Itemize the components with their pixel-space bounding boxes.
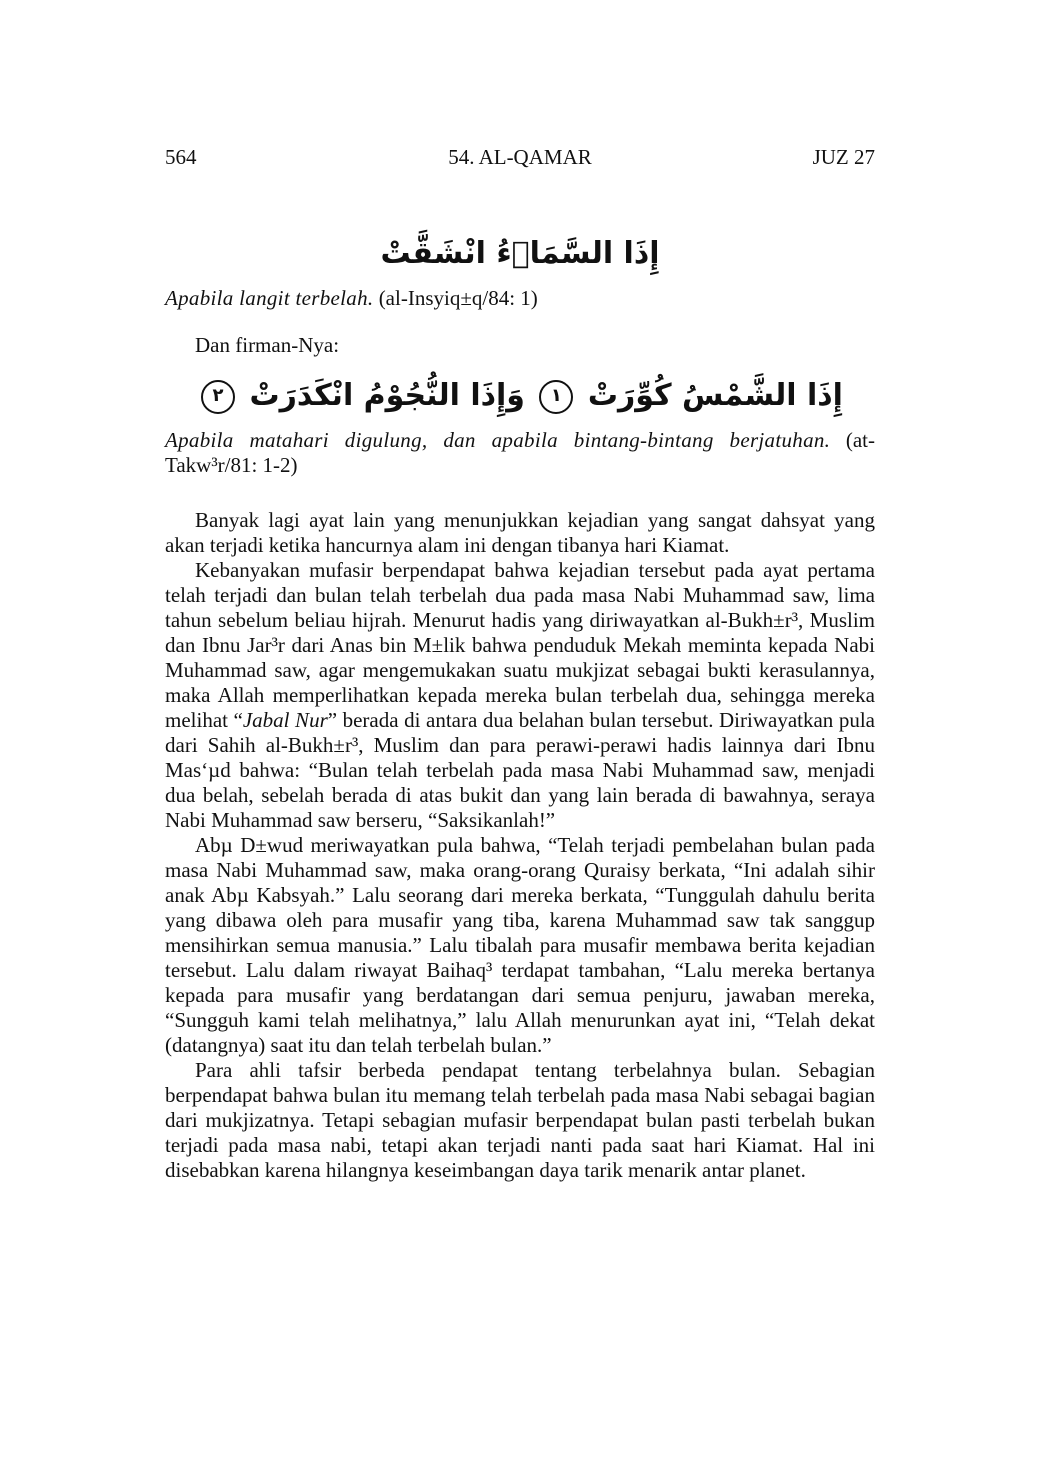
paragraph-2 — [165, 558, 875, 833]
ayah-number-marker: ١ — [539, 380, 573, 414]
paragraph-1: Banyak lagi ayat lain yang menunjukkan kejadian yang sangat dahsyat yang akan terjadi ketika hancurnya alam ini dengan tibanya hari Kiamat. — [165, 508, 875, 557]
arabic-verse-takwir — [165, 372, 875, 420]
running-header — [165, 140, 875, 174]
translation-text: Apabila matahari digulung, dan apabila bintang-bintang berjatuhan. — [165, 428, 831, 452]
paragraph-2-text-a: Kebanyakan mufasir berpendapat bahwa kejadian tersebut pada ayat pertama telah terjadi dan bulan telah terbelah dua pada masa Nabi Muhammad saw, lima tahun sebelum beliau hijrah. Menurut hadis yang diriwayatkan al-Bukh±r³, Muslim dan Ibnu Jar³r dari Anas bin M±lik bahwa penduduk Mekah meminta kepada Nabi Muhammad saw, agar mengemukakan suatu mukjizat sebagai bukti kerasulannya, maka Allah memperlihatkan kepada mereka bulan terbelah dua, sehingga mereka melihat “ — [165, 558, 875, 732]
surah-title: 54. AL-QAMAR — [448, 145, 592, 169]
page-number: 564 — [165, 145, 197, 169]
verse-reference: (al-Insyiq±q/84: 1) — [373, 286, 538, 310]
arabic-verse-insyiqaq: إِذَا السَّمَاۤءُ انْشَقَّتْ — [380, 236, 660, 271]
juz-label: JUZ 27 — [812, 145, 875, 169]
arabic-verse-1: إِذَا الشَّمْسُ كُوِّرَتْ — [587, 378, 843, 413]
verse-reference: (at-Takw³r/81: 1-2) — [165, 428, 875, 477]
paragraph-4: Para ahli tafsir berbeda pendapat tentang terbelahnya bulan. Sebagian berpendapat bahwa bulan itu memang telah terbelah pada masa Nabi sebagai bagian dari mukjizatnya. Tetapi sebagian mufasir berpendapat bulan pasti terbelah bukan terjadi pada masa nabi, tetapi akan terjadi nanti pada saat hari Kiamat. Hal ini disebabkan karena hilangnya keseimbangan daya tarik menarik antar planet. — [165, 1058, 875, 1182]
commentary-body — [165, 508, 875, 1183]
jabal-nur-italic: Jabal Nur — [242, 708, 328, 732]
arabic-verse-2: وَإِذَا النُّجُوْمُ انْكَدَرَتْ — [249, 378, 525, 413]
page — [165, 140, 875, 1183]
lead-text: Dan firman-Nya: — [195, 333, 340, 357]
translation-text: Apabila langit terbelah. — [165, 286, 374, 310]
paragraph-3: Abµ D±wud meriwayatkan pula bahwa, “Telah terjadi pembelahan bulan pada masa Nabi Muhammad saw, maka orang-orang Quraisy berkata, “Ini adalah sihir anak Abµ Kabsyah.” Lalu seorang dari mereka berkata, “Tunggulah dahulu berita yang dibawa oleh para musafir yang tiba, karena Muhammad saw tak sanggup mensihirkan semua manusia.” Lalu tibalah para musafir membawa berita kejadian tersebut. Lalu dalam riwayat Baihaq³ terdapat tambahan, “Lalu mereka bertanya kepada para musafir yang berdatangan dari semua penjuru, jawaban mereka, “Sungguh kami telah melihatnya,” lalu Allah menurunkan ayat ini, “Telah dekat (datangnya) saat itu dan telah terbelah bulan.” — [165, 833, 875, 1057]
ayah-number-marker: ٢ — [201, 380, 235, 414]
translation-insyiqaq — [165, 286, 875, 311]
paragraph-2-text-b: ” berada di antara dua belahan bulan tersebut. Diriwayatkan pula dari Sahih al-Bukh±r³, Muslim dan para perawi-perawi hadis lainnya dari Ibnu Mas‘µd bahwa: “Bulan telah terbelah pada masa Nabi Muhammad saw, menjadi dua belah, sebelah berada di atas bukit dan yang lain berada di bawahnya, seraya Nabi Muhammad saw berseru, “Saksikanlah!” — [165, 708, 875, 832]
translation-takwir — [165, 428, 875, 478]
